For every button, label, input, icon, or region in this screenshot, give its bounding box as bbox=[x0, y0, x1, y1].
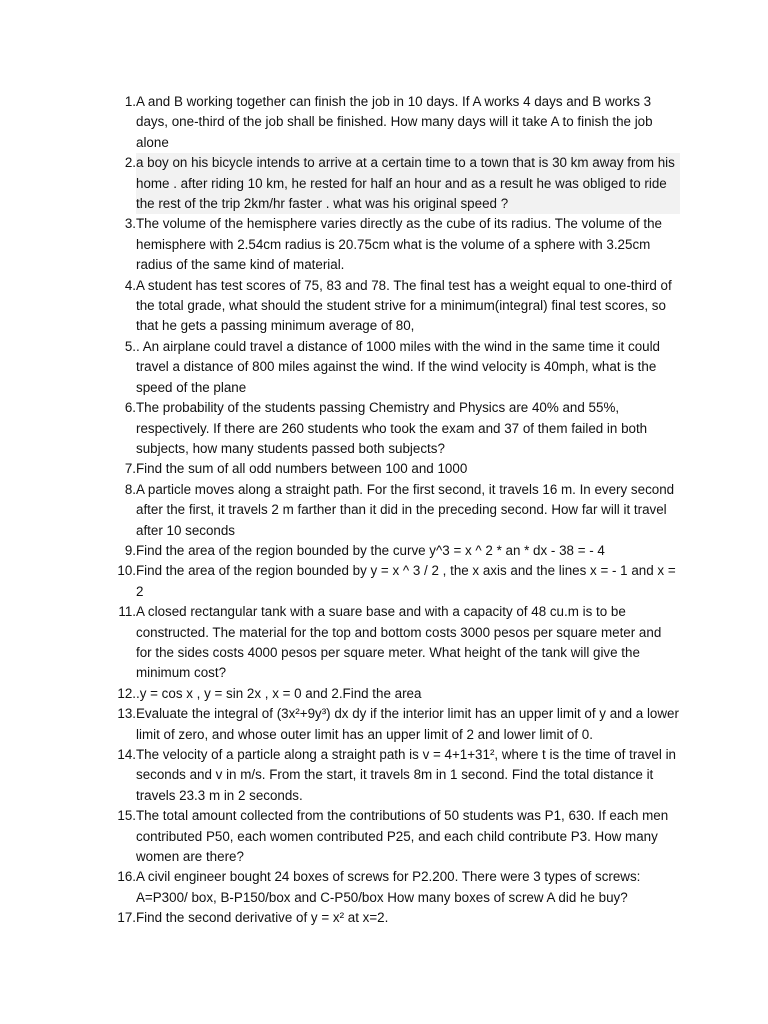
item-number: 14. bbox=[117, 747, 136, 762]
problem-list bbox=[104, 92, 680, 929]
list-item bbox=[104, 541, 680, 561]
item-number: 17. bbox=[117, 910, 136, 926]
item-number: 5. bbox=[124, 338, 136, 354]
item-number: 3. bbox=[124, 216, 136, 232]
item-text: Evaluate the integral of (3x²+9y³) dx dy if the interior limit has an upper limit of y and a lower limit of zero, and whose outer limit has an upper limit of 2 and lower limit of 0. bbox=[136, 706, 679, 742]
item-number: 12. bbox=[117, 685, 136, 701]
item-number: 15. bbox=[117, 808, 136, 824]
item-text-highlighted: a boy on his bicycle intends to arrive at a certain time to a town that is 30 km away from his home . after riding 10 km, he rested for half an hour and as a result he was obliged to ride the rest of the trip 2km/hr faster . what was his original speed ? bbox=[136, 153, 680, 214]
item-number: 1. bbox=[124, 94, 136, 109]
item-number: 2. bbox=[124, 155, 136, 171]
list-item bbox=[104, 459, 680, 479]
item-number: 9. bbox=[124, 542, 136, 558]
list-item bbox=[104, 867, 680, 908]
item-text: Find the area of the region bounded by the curve y^3 = x ^ 2 * an * dx - 38 = - 4 bbox=[136, 542, 605, 558]
list-item bbox=[104, 153, 680, 214]
list-item bbox=[104, 214, 680, 275]
list-item bbox=[104, 684, 680, 704]
item-text: A particle moves along a straight path. For the first second, it travels 16 m. In every second after the first, it travels 2 m farther than it did in the preceding second. How far will it travel after 10 seconds bbox=[136, 481, 675, 538]
item-text: A civil engineer bought 24 boxes of screws for P2.200. There were 3 types of screws: A=P300/ box, B-P150/box and C-P50/box How many boxes of screw A did he buy? bbox=[136, 869, 641, 905]
item-text: The volume of the hemisphere varies directly as the cube of its radius. The volume of the hemisphere with 2.54cm radius is 20.75cm what is the volume of a sphere with 3.25cm radius of the same kind of material. bbox=[136, 216, 662, 273]
item-text: Find the sum of all odd numbers between 100 and 1000 bbox=[136, 461, 468, 477]
item-text: The velocity of a particle along a straight path is v = 4+1+31², where t is the time of travel in seconds and v in m/s. From the start, it travels 8m in 1 second. Find the total distance it travels 23.3 m in 2 seconds. bbox=[136, 747, 676, 803]
list-item bbox=[104, 92, 680, 153]
item-text: A student has test scores of 75, 83 and 78. The final test has a weight equal to one-third of the total grade, what should the student strive for a minimum(integral) final test scores, so that he gets a passing minimum average of 80, bbox=[136, 277, 672, 334]
item-text: Find the area of the region bounded by y = x ^ 3 / 2 , the x axis and the lines x = - 1 and x = 2 bbox=[136, 563, 676, 599]
list-item bbox=[104, 908, 680, 928]
list-item bbox=[104, 745, 680, 806]
list-item bbox=[104, 561, 680, 602]
item-number: 6. bbox=[124, 400, 136, 416]
item-text: A and B working together can finish the job in 10 days. If A works 4 days and B works 3 days, one-third of the job shall be finished. How many days will it take A to finish the job alone bbox=[136, 94, 653, 150]
item-number: 16. bbox=[117, 869, 136, 885]
list-item bbox=[104, 276, 680, 337]
item-text: The total amount collected from the contributions of 50 students was P1, 630. If each men contributed P50, each women contributed P25, and each child contribute P3. How many women are there? bbox=[136, 808, 669, 865]
list-item bbox=[104, 806, 680, 867]
item-number: 13. bbox=[117, 706, 136, 722]
item-number: 11. bbox=[118, 604, 136, 620]
item-text: The probability of the students passing Chemistry and Physics are 40% and 55%, respectively. If there are 260 students who took the exam and 37 of them failed in both subjects, how many students passed both subjects? bbox=[136, 400, 648, 456]
list-item bbox=[104, 704, 680, 745]
list-item bbox=[104, 602, 680, 684]
item-number: 7. bbox=[124, 461, 136, 477]
item-number: 8. bbox=[124, 481, 136, 497]
list-item bbox=[104, 398, 680, 459]
item-text: .y = cos x , y = sin 2x , x = 0 and 2.Find the area bbox=[136, 685, 422, 701]
item-number: 10. bbox=[117, 563, 136, 579]
item-text: A closed rectangular tank with a suare base and with a capacity of 48 cu.m is to be constructed. The material for the top and bottom costs 3000 pesos per square meter and for the sides costs 4000 pesos per square meter. What height of the tank will give the minimum cost? bbox=[136, 604, 662, 681]
item-text: . An airplane could travel a distance of 1000 miles with the wind in the same time it could travel a distance of 800 miles against the wind. If the wind velocity is 40mph, what is the speed of the plane bbox=[136, 338, 661, 395]
list-item bbox=[104, 337, 680, 398]
list-item bbox=[104, 480, 680, 541]
item-number: 4. bbox=[124, 277, 136, 293]
item-text: Find the second derivative of y = x² at x=2. bbox=[136, 910, 389, 926]
